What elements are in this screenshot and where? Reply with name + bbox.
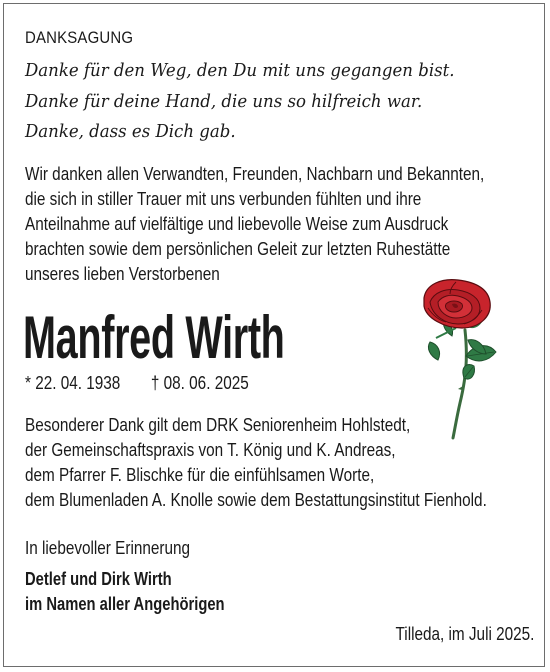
paragraph-line: Wir danken allen Verwandten, Freunden, Nachbarn und Bekannten,: [25, 164, 485, 184]
signer-line: Detlef und Dirk Wirth: [25, 569, 172, 589]
red-rose-icon: [416, 278, 531, 443]
notice-heading: DANKSAGUNG: [25, 28, 134, 47]
paragraph-line: Anteilnahme auf vielfältige und liebevolle Weise zum Ausdruck: [25, 214, 449, 234]
paragraph-line: Besonderer Dank gilt dem DRK Seniorenheim Hohlstedt,: [25, 415, 411, 435]
paragraph-line: die sich in stiller Trauer mit uns verbunden fühlten und ihre: [25, 189, 422, 209]
signers: [25, 567, 225, 617]
deceased-name: Manfred Wirth: [23, 304, 285, 371]
verse-line: Danke für deine Hand, die uns so hilfreich war.: [25, 91, 423, 112]
place-and-date: Tilleda, im Juli 2025.: [395, 624, 534, 644]
signer-line: im Namen aller Angehörigen: [25, 594, 225, 614]
paragraph-line: dem Blumenladen A. Knolle sowie dem Bestattungsinstitut Fienhold.: [25, 490, 487, 510]
life-dates: [25, 373, 249, 394]
verse-line: Danke für den Weg, den Du mit uns gegangen bist.: [25, 60, 455, 81]
paragraph-line: der Gemeinschaftspraxis von T. König und K. Andreas,: [25, 440, 396, 460]
thanks-paragraph: [25, 162, 484, 287]
paragraph-line: dem Pfarrer F. Blischke für die einfühlsamen Worte,: [25, 465, 375, 485]
death-date: † 08. 06. 2025: [150, 373, 249, 393]
birth-date: * 22. 04. 1938: [25, 373, 121, 393]
verse-line: Danke, dass es Dich gab.: [25, 121, 236, 142]
closing-phrase: In liebevoller Erinnerung: [25, 538, 191, 558]
paragraph-line: unseres lieben Verstorbenen: [25, 264, 220, 284]
paragraph-line: brachten sowie dem persönlichen Geleit zur letzten Ruhestätte: [25, 239, 451, 259]
